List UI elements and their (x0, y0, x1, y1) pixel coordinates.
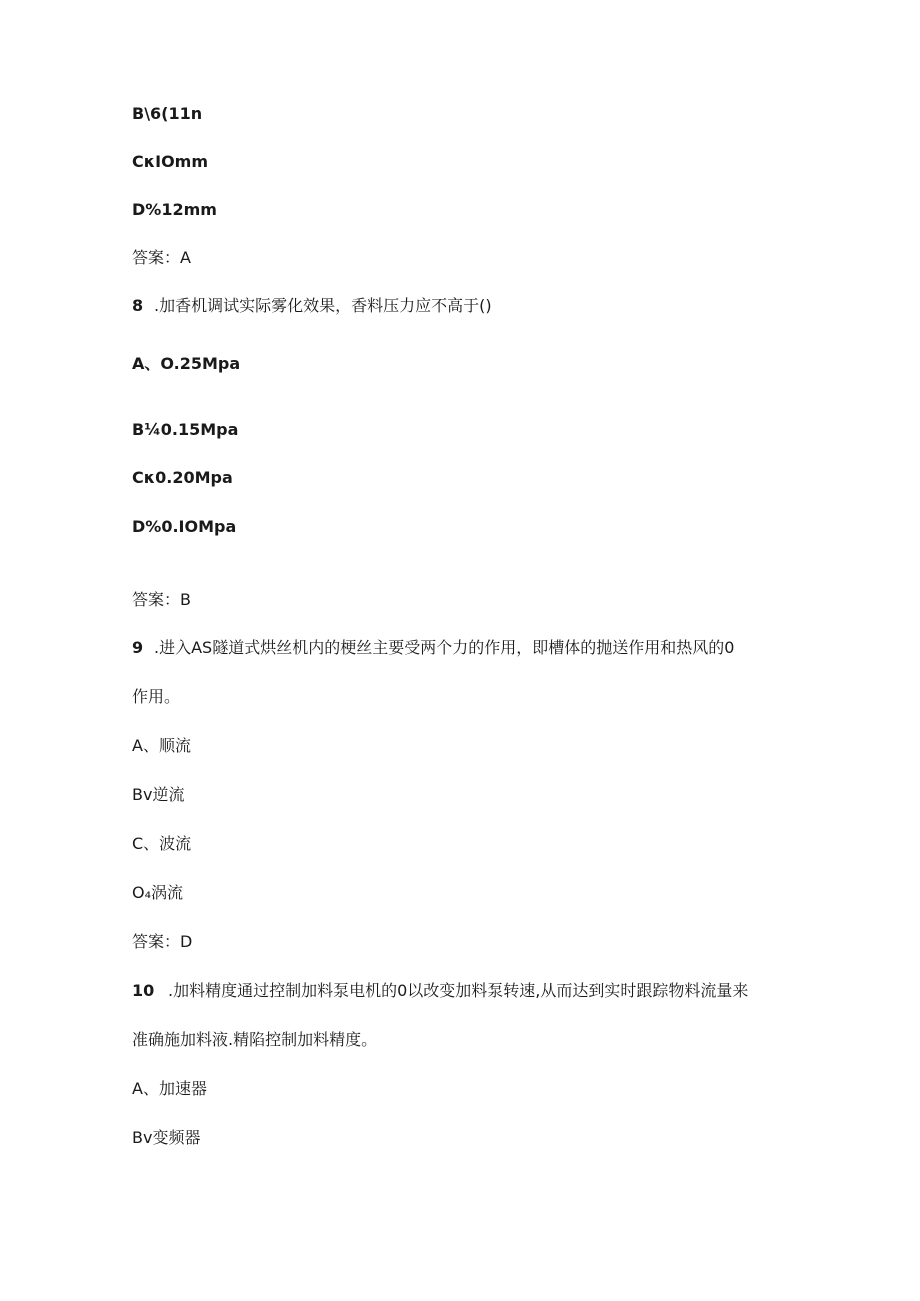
question-10 (132, 981, 748, 1001)
question-10-number: 10 (132, 981, 155, 1000)
option-b-q9: Bv逆流 (132, 785, 185, 804)
question-9-text: .进入AS隧道式烘丝机内的梗丝主要受两个力的作用，即槽体的抛送作用和热风的0 (154, 638, 735, 657)
option-a-q8: A、O.25Mpa (132, 354, 241, 373)
option-c-q9: C、波流 (132, 834, 192, 853)
option-a-q10: A、加速器 (132, 1079, 207, 1098)
option-c-q8: Cκ0.20Mpa (132, 468, 233, 487)
question-8-text: .加香机调试实际雾化效果，香料压力应不高于() (154, 296, 492, 315)
question-10-text: .加料精度通过控制加料泵电机的0以改变加料泵转速,从而达到实时跟踪物料流量来 (168, 981, 749, 1000)
answer-q9: 答案：D (132, 932, 193, 951)
option-d-q7: D%12mm (132, 200, 217, 219)
option-b-q7: B\6(11n (132, 104, 203, 123)
question-9 (132, 638, 734, 658)
answer-q7: 答案：A (132, 248, 191, 267)
question-8 (132, 296, 492, 316)
question-9-number: 9 (132, 638, 144, 657)
question-10-continued: 准确施加料液.精陷控制加料精度。 (132, 1030, 378, 1049)
option-d-q9: O₄涡流 (132, 883, 184, 902)
option-a-q9: A、顺流 (132, 736, 191, 755)
question-8-number: 8 (132, 296, 144, 315)
option-b-q10: Bv变频器 (132, 1128, 201, 1147)
option-d-q8: D%0.IOMpa (132, 517, 237, 536)
question-9-continued: 作用。 (132, 687, 181, 706)
option-c-q7: CκIOmm (132, 152, 209, 171)
answer-q8: 答案：B (132, 590, 191, 609)
option-b-q8: B¼0.15Mpa (132, 420, 239, 439)
